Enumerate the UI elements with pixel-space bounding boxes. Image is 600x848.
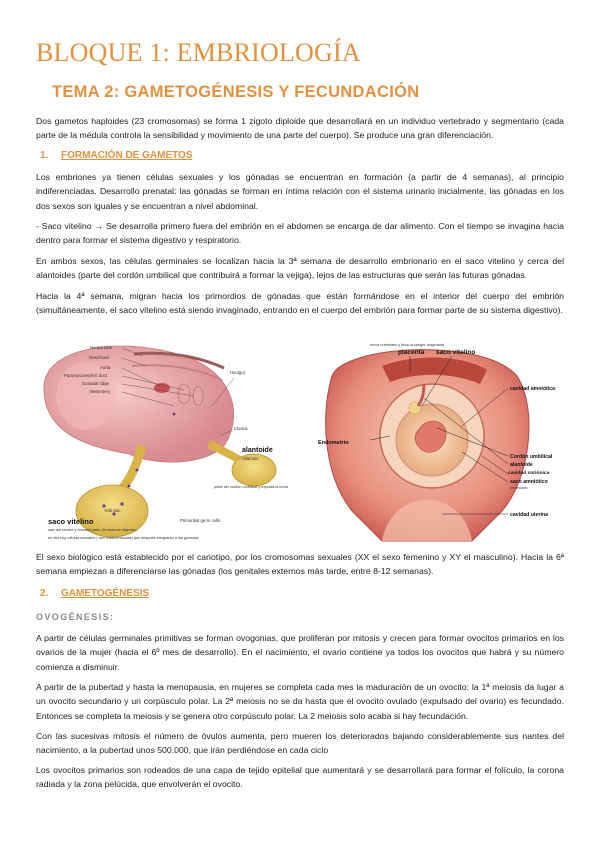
section-1-paragraph-2: - Saco vitelino → Se desarrolla primero fuera del embrión en el abdomen se encarga de dar alimento. Con el tiempo se invagina hacia dentro para formar el sistema digestivo y respiratorio. xyxy=(36,221,564,246)
page-title: BLOQUE 1: EMBRIOLOGÍA xyxy=(36,38,361,67)
alantoide-note: parte del cordón umbilical y expulsa la orina xyxy=(214,485,288,489)
section-1-title: FORMACIÓN DE GAMETOS xyxy=(61,150,193,161)
section-2-paragraph-3: Con las sucesivas mitosis el número de óvulos aumenta, pero mueren los deteriorados bajando considerablemente sus nantes del nacimiento, a la pubertad unos 500.000, que irán perdiéndose en cada ciclo xyxy=(36,731,564,756)
saco-amniotico-label: saco amniótico xyxy=(510,479,548,485)
section-1-paragraph-5: El sexo biológico está establecido por el cariotipo, por los cromosomas sexuales (XX el sexo femenino y XY el masculino). Hacia la 6ª semana empiezan a diferenciarse las gónadas (los genitales externos más tarde, entre 8-12 semanas). xyxy=(36,552,564,577)
section-1-heading xyxy=(40,150,192,161)
intro-paragraph: Dos gametos haploides (23 cromosomas) se forma 1 zigoto diploide que desarrollará en un individuo vertebrado y segmentario (cada parte de la médula controla la sensibilidad y movimiento de una parte del cuerpo). Se produce una gran diferenciación. xyxy=(36,116,564,141)
cordon-umbilical-label: Cordón umbilical xyxy=(510,454,553,460)
label-notochord: Notochord xyxy=(89,355,109,360)
section-2-number: 2. xyxy=(40,588,49,599)
label-cloaca: Cloaca xyxy=(234,426,248,431)
saco-vitelino-note-2: en ella hay células sexuales ( aun indiferenciadas) que después emigrarán a las gónadas xyxy=(48,536,199,540)
placenta-label: placenta xyxy=(398,349,425,356)
label-gonadal-ridge: Gonadal ridge xyxy=(82,381,109,386)
ovogenesis-subheading: OVOGÉNESIS: xyxy=(36,612,115,622)
section-2-paragraph-1: A partir de células germinales primitivas se forman ovogonias, que proliferan por mitosis y crecen para formar ovocitos primarios en los ovarios de la mujer (hacia el 6º mes de desarrollo). En el nacimiento, el ovario contiene ya todos los ovocitos que habrá y su número comienza a disminuir. xyxy=(36,633,564,672)
cavidad-uterina-label: cavidad uterina xyxy=(510,512,549,518)
saco-vitelino-note-1: sale del vientre y formará parte del sistema digestivo xyxy=(48,528,137,532)
label-yolk-sac: Yolk Sac xyxy=(104,508,121,513)
label-paramesonephric-duct: Paramesonephric duct xyxy=(64,373,107,378)
saco-vitelino-label: saco vitelino xyxy=(48,517,94,526)
embryo-yolk-sac-figure xyxy=(34,336,304,544)
section-2-paragraph-2: A partir de la pubertad y hasta la menopausia, en mujeres se completa cada mes la maduración de un ovocito: la 1ª meiosis da lugar a un ovocito secundario y un corpúsculo polar. La 2ª meiosis no se da hasta que el ovocito ovulado (expulsado del ovario) es fecundado. Entonces se completa la meiosis y se genera otro corpúsculo polar. La 2 meiosis solo acaba si hay fecundación. xyxy=(36,682,564,721)
cavidad-corionica-label: cavidad coriónica xyxy=(508,471,550,476)
label-hindgut: Hindgut xyxy=(230,370,245,375)
saco-vitelino-right-label: saco vitelino xyxy=(436,349,476,356)
top-note: envía nutrientes y lleva la sangre oxigenada xyxy=(370,343,445,347)
section-1-paragraph-3: En ambos sexos, las células germinales se localizan hacia la 3ª semana de desarrollo embrionario en el saco vitelino y cerca del alantoides (parte del cordón umbilical que contribuirá a formar la vejiga), lejos de las estructuras que serán las futuras gónadas. xyxy=(36,256,564,281)
section-2-title: GAMETOGÉNESIS xyxy=(61,588,150,599)
label-allantois: Allantois xyxy=(242,456,259,461)
label-neural-tube: Neural tube xyxy=(90,345,113,350)
uterus-embryo-figure xyxy=(312,336,570,544)
page-subtitle: TEMA 2: GAMETOGÉNESIS Y FECUNDACIÓN xyxy=(52,83,420,101)
label-mesentery: Mesentery xyxy=(90,389,111,394)
cavidad-amniotica-label: cavidad amniótica xyxy=(510,386,555,392)
section-2-heading xyxy=(40,588,149,599)
section-1-paragraph-4: Hacia la 4ª semana, migran hacia los primordios de gónadas que están formándose en el interior del cuerpo del embrión (simultáneamente, el saco vitelino está siendo invaginado, entrando en el cuerpo del embrión para formar parte de su sistema digestivo). xyxy=(36,291,564,316)
alantoide-right-label: alantoide xyxy=(510,462,533,468)
section-1-paragraph-1: Los embriones ya tienen células sexuales y los gónadas se encuentran en formación (a partir de 4 semanas), al principio indiferenciadas. Desarrollo prenatal: las gónadas se forman en íntima relación con el sistema urinario inicialmente, las gónadas en los dos sexos son iguales y se encuentran a nivel abdominal. xyxy=(36,172,564,211)
label-aorta: Aorta xyxy=(100,365,111,370)
alantoide-label: alantoide xyxy=(242,447,273,454)
section-2-paragraph-4: Los ovocitos primarios son rodeados de una capa de tejido epitelial que aumentará y se desarrollará para formar el folículo, la corona radiada y la zona pelúcida, que envolverán el ovocito. xyxy=(36,765,564,790)
label-primordial-germ-cells: Primordial germ cells xyxy=(180,518,221,523)
proteccion-note: protección xyxy=(510,486,528,490)
endometrio-label: Endometrio xyxy=(318,440,349,446)
section-1-number: 1. xyxy=(40,150,49,161)
